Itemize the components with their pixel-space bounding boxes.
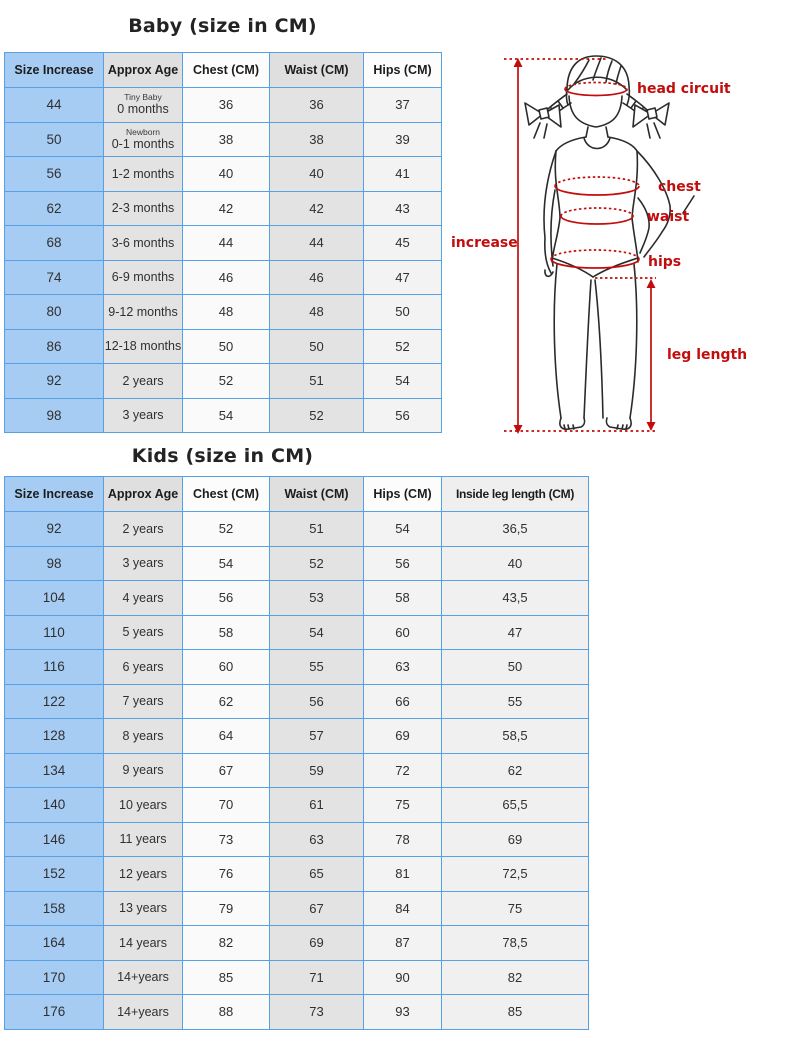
chest-cell: 62 bbox=[183, 684, 270, 719]
hips-cell: 81 bbox=[364, 857, 442, 892]
leg-cell: 36,5 bbox=[442, 512, 589, 547]
hips-cell: 69 bbox=[364, 719, 442, 754]
table-row bbox=[5, 995, 589, 1030]
chest-cell: 38 bbox=[183, 122, 270, 157]
age-note: Newborn bbox=[125, 126, 161, 137]
size-cell: 50 bbox=[5, 122, 104, 157]
waist-cell: 44 bbox=[270, 226, 364, 261]
col-header-hips: Hips (CM) bbox=[364, 53, 442, 88]
col-header-inside-leg: Inside leg length (CM) bbox=[442, 477, 589, 512]
table-row bbox=[5, 122, 442, 157]
size-cell: 92 bbox=[5, 512, 104, 547]
waist-cell: 42 bbox=[270, 191, 364, 226]
leg-length-label: leg length bbox=[667, 347, 748, 363]
hips-cell: 54 bbox=[364, 512, 442, 547]
age-cell: 6 years bbox=[104, 650, 183, 685]
table-row bbox=[5, 650, 589, 685]
leg-cell: 75 bbox=[442, 891, 589, 926]
size-cell: 86 bbox=[5, 329, 104, 364]
age-cell: 7 years bbox=[104, 684, 183, 719]
size-cell: 170 bbox=[5, 960, 104, 995]
hips-cell: 52 bbox=[364, 329, 442, 364]
waist-cell: 40 bbox=[270, 157, 364, 192]
age-text: 0-1 months bbox=[111, 136, 175, 151]
girl-drawing bbox=[525, 56, 694, 429]
table-row bbox=[5, 295, 442, 330]
table-row bbox=[5, 364, 442, 399]
leg-cell: 72,5 bbox=[442, 857, 589, 892]
size-cell: 104 bbox=[5, 581, 104, 616]
waist-cell: 38 bbox=[270, 122, 364, 157]
table-row bbox=[5, 753, 589, 788]
table-row bbox=[5, 615, 589, 650]
waist-cell: 71 bbox=[270, 960, 364, 995]
hips-cell: 72 bbox=[364, 753, 442, 788]
age-cell: 4 years bbox=[104, 581, 183, 616]
age-cell: 12 years bbox=[104, 857, 183, 892]
age-cell: 2 years bbox=[104, 512, 183, 547]
waist-cell: 69 bbox=[270, 926, 364, 961]
kids-table-title: Kids (size in CM) bbox=[131, 445, 314, 467]
hips-cell: 93 bbox=[364, 995, 442, 1030]
age-cell: 14+years bbox=[104, 960, 183, 995]
leg-cell: 65,5 bbox=[442, 788, 589, 823]
chest-cell: 42 bbox=[183, 191, 270, 226]
col-header-hips: Hips (CM) bbox=[364, 477, 442, 512]
waist-cell: 46 bbox=[270, 260, 364, 295]
waist-cell: 54 bbox=[270, 615, 364, 650]
chest-cell: 85 bbox=[183, 960, 270, 995]
chest-cell: 54 bbox=[183, 546, 270, 581]
chest-cell: 70 bbox=[183, 788, 270, 823]
leg-cell: 58,5 bbox=[442, 719, 589, 754]
age-cell: 2 years bbox=[104, 364, 183, 399]
waist-cell: 55 bbox=[270, 650, 364, 685]
girl-measurement-diagram bbox=[440, 50, 794, 445]
hips-cell: 37 bbox=[364, 88, 442, 123]
hips-cell: 45 bbox=[364, 226, 442, 261]
col-header-waist: Waist (CM) bbox=[270, 477, 364, 512]
leg-cell: 85 bbox=[442, 995, 589, 1030]
chest-cell: 60 bbox=[183, 650, 270, 685]
hips-cell: 47 bbox=[364, 260, 442, 295]
chest-cell: 76 bbox=[183, 857, 270, 892]
size-cell: 140 bbox=[5, 788, 104, 823]
size-cell: 158 bbox=[5, 891, 104, 926]
age-cell: 13 years bbox=[104, 891, 183, 926]
hips-cell: 63 bbox=[364, 650, 442, 685]
table-row bbox=[5, 546, 589, 581]
leg-cell: 78,5 bbox=[442, 926, 589, 961]
age-cell: 3-6 months bbox=[104, 226, 183, 261]
table-row bbox=[5, 891, 589, 926]
chest-cell: 88 bbox=[183, 995, 270, 1030]
col-header-size: Size Increase bbox=[5, 53, 104, 88]
hips-cell: 58 bbox=[364, 581, 442, 616]
size-cell: 62 bbox=[5, 191, 104, 226]
age-cell: 3 years bbox=[104, 398, 183, 433]
size-cell: 56 bbox=[5, 157, 104, 192]
table-row bbox=[5, 857, 589, 892]
chest-cell: 46 bbox=[183, 260, 270, 295]
age-cell: 12-18 months bbox=[104, 329, 183, 364]
hips-cell: 90 bbox=[364, 960, 442, 995]
kids-size-table bbox=[4, 476, 589, 1030]
table-row bbox=[5, 157, 442, 192]
increase-label: increase bbox=[451, 235, 518, 251]
hips-cell: 66 bbox=[364, 684, 442, 719]
table-row bbox=[5, 788, 589, 823]
hips-cell: 56 bbox=[364, 546, 442, 581]
leg-cell: 43,5 bbox=[442, 581, 589, 616]
table-row bbox=[5, 329, 442, 364]
size-cell: 122 bbox=[5, 684, 104, 719]
table-row bbox=[5, 260, 442, 295]
age-cell bbox=[104, 122, 183, 157]
age-cell bbox=[104, 88, 183, 123]
hips-cell: 56 bbox=[364, 398, 442, 433]
baby-table-title: Baby (size in CM) bbox=[128, 15, 317, 37]
col-header-age: Approx Age bbox=[104, 477, 183, 512]
chest-cell: 64 bbox=[183, 719, 270, 754]
age-cell: 9-12 months bbox=[104, 295, 183, 330]
leg-cell: 69 bbox=[442, 822, 589, 857]
waist-cell: 67 bbox=[270, 891, 364, 926]
chest-cell: 79 bbox=[183, 891, 270, 926]
measurement-figure bbox=[440, 50, 794, 445]
baby-size-table bbox=[4, 52, 442, 433]
chest-cell: 50 bbox=[183, 329, 270, 364]
table-row bbox=[5, 684, 589, 719]
arrowhead-up-icon bbox=[647, 279, 656, 288]
hips-cell: 54 bbox=[364, 364, 442, 399]
hips-cell: 78 bbox=[364, 822, 442, 857]
size-cell: 176 bbox=[5, 995, 104, 1030]
size-cell: 98 bbox=[5, 398, 104, 433]
size-cell: 80 bbox=[5, 295, 104, 330]
hips-label: hips bbox=[648, 254, 682, 270]
hips-cell: 75 bbox=[364, 788, 442, 823]
hips-cell: 60 bbox=[364, 615, 442, 650]
waist-cell: 57 bbox=[270, 719, 364, 754]
col-header-waist: Waist (CM) bbox=[270, 53, 364, 88]
col-header-chest: Chest (CM) bbox=[183, 53, 270, 88]
table-row bbox=[5, 226, 442, 261]
table-row bbox=[5, 581, 589, 616]
age-cell: 5 years bbox=[104, 615, 183, 650]
waist-cell: 50 bbox=[270, 329, 364, 364]
leg-cell: 55 bbox=[442, 684, 589, 719]
chest-cell: 40 bbox=[183, 157, 270, 192]
table-row bbox=[5, 398, 442, 433]
leg-cell: 47 bbox=[442, 615, 589, 650]
hips-cell: 84 bbox=[364, 891, 442, 926]
size-cell: 92 bbox=[5, 364, 104, 399]
waist-cell: 53 bbox=[270, 581, 364, 616]
size-cell: 128 bbox=[5, 719, 104, 754]
age-cell: 2-3 months bbox=[104, 191, 183, 226]
table-row bbox=[5, 719, 589, 754]
leg-cell: 82 bbox=[442, 960, 589, 995]
age-cell: 11 years bbox=[104, 822, 183, 857]
size-cell: 164 bbox=[5, 926, 104, 961]
hips-cell: 50 bbox=[364, 295, 442, 330]
waist-cell: 51 bbox=[270, 512, 364, 547]
col-header-size: Size Increase bbox=[5, 477, 104, 512]
table-row bbox=[5, 512, 589, 547]
chest-cell: 52 bbox=[183, 512, 270, 547]
leg-cell: 40 bbox=[442, 546, 589, 581]
chest-cell: 73 bbox=[183, 822, 270, 857]
size-cell: 98 bbox=[5, 546, 104, 581]
chest-label: chest bbox=[658, 179, 701, 195]
age-text: 0 months bbox=[117, 102, 169, 117]
waist-ellipse bbox=[561, 216, 633, 224]
waist-cell: 52 bbox=[270, 546, 364, 581]
table-row bbox=[5, 88, 442, 123]
age-cell: 6-9 months bbox=[104, 260, 183, 295]
chest-ellipse bbox=[555, 186, 639, 195]
kids-header-row bbox=[5, 477, 589, 512]
size-cell: 74 bbox=[5, 260, 104, 295]
size-cell: 116 bbox=[5, 650, 104, 685]
head-circuit-label: head circuit bbox=[637, 81, 731, 97]
hips-cell: 43 bbox=[364, 191, 442, 226]
hips-cell: 87 bbox=[364, 926, 442, 961]
age-cell: 10 years bbox=[104, 788, 183, 823]
age-cell: 8 years bbox=[104, 719, 183, 754]
age-cell: 3 years bbox=[104, 546, 183, 581]
waist-label: waist bbox=[647, 209, 690, 225]
age-note: Tiny Baby bbox=[124, 92, 162, 103]
col-header-chest: Chest (CM) bbox=[183, 477, 270, 512]
size-cell: 146 bbox=[5, 822, 104, 857]
waist-cell: 36 bbox=[270, 88, 364, 123]
col-header-age: Approx Age bbox=[104, 53, 183, 88]
waist-cell: 56 bbox=[270, 684, 364, 719]
size-cell: 134 bbox=[5, 753, 104, 788]
table-row bbox=[5, 926, 589, 961]
age-cell: 14+years bbox=[104, 995, 183, 1030]
age-cell: 14 years bbox=[104, 926, 183, 961]
waist-cell: 63 bbox=[270, 822, 364, 857]
chest-cell: 67 bbox=[183, 753, 270, 788]
arrowhead-down-icon bbox=[647, 422, 656, 431]
waist-cell: 65 bbox=[270, 857, 364, 892]
leg-cell: 62 bbox=[442, 753, 589, 788]
table-row bbox=[5, 960, 589, 995]
waist-cell: 51 bbox=[270, 364, 364, 399]
chest-cell: 82 bbox=[183, 926, 270, 961]
chest-cell: 54 bbox=[183, 398, 270, 433]
age-cell: 9 years bbox=[104, 753, 183, 788]
size-cell: 44 bbox=[5, 88, 104, 123]
hips-ellipse bbox=[551, 259, 639, 268]
age-cell: 1-2 months bbox=[104, 157, 183, 192]
waist-cell: 48 bbox=[270, 295, 364, 330]
table-row bbox=[5, 191, 442, 226]
hips-cell: 39 bbox=[364, 122, 442, 157]
waist-cell: 59 bbox=[270, 753, 364, 788]
chest-cell: 44 bbox=[183, 226, 270, 261]
size-cell: 110 bbox=[5, 615, 104, 650]
chest-cell: 52 bbox=[183, 364, 270, 399]
waist-cell: 61 bbox=[270, 788, 364, 823]
baby-header-row bbox=[5, 53, 442, 88]
waist-cell: 52 bbox=[270, 398, 364, 433]
waist-cell: 73 bbox=[270, 995, 364, 1030]
arrowhead-down-icon bbox=[514, 425, 523, 434]
size-cell: 152 bbox=[5, 857, 104, 892]
leg-cell: 50 bbox=[442, 650, 589, 685]
chest-cell: 56 bbox=[183, 581, 270, 616]
table-row bbox=[5, 822, 589, 857]
chest-cell: 36 bbox=[183, 88, 270, 123]
chest-cell: 58 bbox=[183, 615, 270, 650]
hips-cell: 41 bbox=[364, 157, 442, 192]
size-cell: 68 bbox=[5, 226, 104, 261]
head-ellipse bbox=[565, 89, 627, 96]
chest-cell: 48 bbox=[183, 295, 270, 330]
